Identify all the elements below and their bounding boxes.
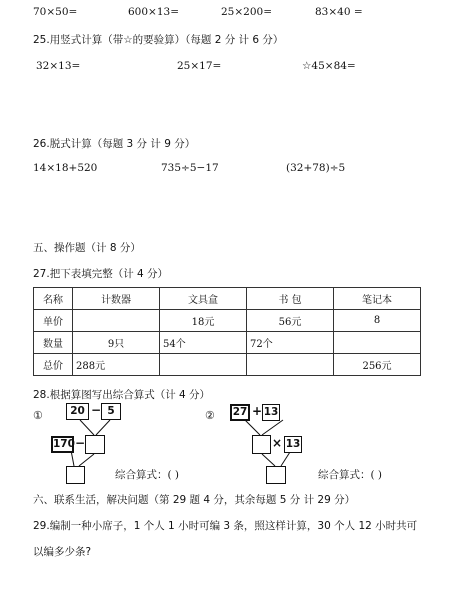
- diagram1-number-a: 20: [66, 403, 89, 420]
- section5-title: 五、操作题（计 8 分）: [33, 242, 141, 254]
- table-cell: 56元: [247, 310, 334, 332]
- q25-item-1: 32×13=: [36, 60, 81, 72]
- q25-item-3: ☆45×84=: [302, 60, 356, 72]
- diagram1-number-b: 5: [101, 403, 121, 420]
- diagram2-blank-mid[interactable]: [252, 435, 271, 454]
- row-label: 总价: [34, 354, 73, 376]
- diagram1-blank-mid[interactable]: [85, 435, 105, 454]
- calc-item-3: 25×200=: [221, 6, 272, 18]
- q27-title: 27.把下表填完整（计 4 分）: [33, 268, 169, 280]
- calc-item-2: 600×13=: [128, 6, 179, 18]
- q29-line-1: 29.编制一种小席子，1 个人 1 小时可编 3 条，照这样计算，30 个人 12 小时共可: [33, 520, 418, 532]
- calc-item-4: 83×40 =: [315, 6, 363, 18]
- diagram2-number-a: 27: [230, 404, 250, 421]
- table-cell: 8: [334, 310, 421, 332]
- diagram1-blank-result[interactable]: [66, 466, 85, 484]
- table-cell: 256元: [334, 354, 421, 376]
- diagram1-number-c: 170: [51, 436, 74, 453]
- diagram1-operator-1: −: [91, 403, 102, 417]
- row-label: 单价: [34, 310, 73, 332]
- row-label: 数量: [34, 332, 73, 354]
- diagram2-answer-label[interactable]: 综合算式：( ): [318, 469, 383, 481]
- table-cell: 72个: [247, 332, 334, 354]
- table-header: 文具盒: [160, 288, 247, 310]
- table-cell: 288元: [73, 354, 160, 376]
- table-cell: 18元: [160, 310, 247, 332]
- q26-item-2: 735÷5−17: [161, 162, 219, 174]
- table-header: 书 包: [247, 288, 334, 310]
- table-header: 笔记本: [334, 288, 421, 310]
- diagram1-marker: ①: [33, 409, 43, 422]
- q28-title: 28.根据算图写出综合算式（计 4 分）: [33, 389, 211, 401]
- q26-item-1: 14×18+520: [33, 162, 98, 174]
- q26-item-3: (32+78)÷5: [286, 162, 346, 174]
- diagram2-operator-1: +: [252, 404, 263, 418]
- calc-item-1: 70×50=: [33, 6, 78, 18]
- diagram2-number-b: 13: [262, 404, 280, 421]
- q29-line-2: 以编多少条?: [33, 546, 92, 558]
- diagram1-answer-label[interactable]: 综合算式：( ): [115, 469, 180, 481]
- table-cell: 9只: [73, 332, 160, 354]
- diagram2-blank-result[interactable]: [266, 466, 286, 484]
- diagram1-operator-2: −: [75, 436, 86, 450]
- table-header: 名称: [34, 288, 73, 310]
- table-header: 计数器: [73, 288, 160, 310]
- q25-title: 25.用竖式计算（带☆的要验算）（每题 2 分 计 6 分）: [33, 34, 284, 46]
- diagram2-operator-2: ×: [272, 436, 283, 450]
- diagram2-number-c: 13: [284, 436, 302, 453]
- table-cell: 54个: [160, 332, 247, 354]
- section6-title: 六、联系生活，解决问题（第 29 题 4 分，其余每题 5 分 计 29 分）: [33, 494, 356, 506]
- diagram2-marker: ②: [205, 409, 215, 422]
- q25-item-2: 25×17=: [177, 60, 222, 72]
- q26-title: 26.脱式计算（每题 3 分 计 9 分）: [33, 138, 196, 150]
